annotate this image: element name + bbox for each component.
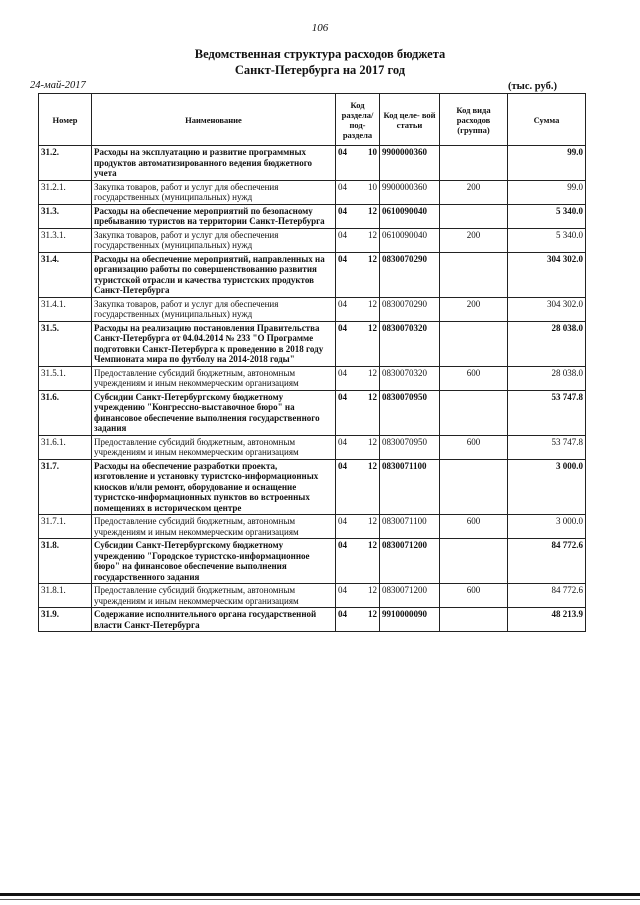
bottom-scan-edge [0, 893, 640, 896]
row-section-code [336, 366, 380, 390]
row-section-code [336, 515, 380, 539]
row-sum: 5 340.0 [508, 204, 586, 228]
row-section-code [336, 180, 380, 204]
table-row [39, 515, 586, 539]
row-sum: 84 772.6 [508, 539, 586, 584]
row-article-code: 0830070290 [380, 297, 440, 321]
row-expense-type: 600 [440, 435, 508, 459]
row-expense-type [440, 252, 508, 297]
row-section: 04 [338, 460, 347, 471]
row-number: 31.5. [39, 321, 92, 366]
row-sum: 84 772.6 [508, 584, 586, 608]
row-article-code: 9900000360 [380, 180, 440, 204]
row-section-code [336, 228, 380, 252]
row-section-code [336, 608, 380, 632]
row-article-code: 0610090040 [380, 204, 440, 228]
row-subsection: 12 [368, 229, 377, 240]
row-sum: 99.0 [508, 180, 586, 204]
row-number: 31.5.1. [39, 366, 92, 390]
row-sum: 304 302.0 [508, 252, 586, 297]
row-name: Субсидии Санкт-Петербургскому бюджетному учреждению "Конгрессно-выставочное бюро" на финансовое обеспечение выполнения государственного задания [92, 390, 336, 435]
table-row [39, 608, 586, 632]
row-name: Расходы на обеспечение мероприятий, направленных на организацию работы по совершенствованию развития туристской отрасли и качества туристских продуктов Санкт-Петербурга [92, 252, 336, 297]
row-section-code [336, 584, 380, 608]
row-article-code: 9900000360 [380, 146, 440, 181]
row-article-code: 0830071200 [380, 584, 440, 608]
row-section-code [336, 252, 380, 297]
row-sum: 28 038.0 [508, 366, 586, 390]
row-section: 04 [338, 253, 347, 264]
row-sum: 3 000.0 [508, 459, 586, 515]
row-expense-type: 600 [440, 515, 508, 539]
row-article-code: 0830071100 [380, 515, 440, 539]
row-name: Закупка товаров, работ и услуг для обеспечения государственных (муниципальных) нужд [92, 180, 336, 204]
row-subsection: 12 [368, 540, 377, 550]
row-number: 31.8. [39, 539, 92, 584]
row-name: Содержание исполнительного органа государственной власти Санкт-Петербурга [92, 608, 336, 632]
row-expense-type [440, 321, 508, 366]
row-name: Предоставление субсидий бюджетным, автономным учреждениям и иным некоммерческим организациям [92, 515, 336, 539]
row-section: 04 [338, 540, 347, 550]
row-subsection: 12 [368, 367, 377, 378]
row-subsection: 12 [368, 436, 377, 447]
row-number: 31.4.1. [39, 297, 92, 321]
row-subsection: 12 [368, 391, 377, 402]
table-row [39, 390, 586, 435]
units-label: (тыс. руб.) [508, 81, 557, 92]
row-sum: 5 340.0 [508, 228, 586, 252]
row-article-code: 0830070320 [380, 366, 440, 390]
header-sum: Сумма [508, 94, 586, 146]
row-article-code: 0830070290 [380, 252, 440, 297]
row-subsection: 12 [368, 516, 377, 526]
row-section-code [336, 459, 380, 515]
row-sum: 99.0 [508, 146, 586, 181]
row-section: 04 [338, 609, 347, 619]
row-sum: 28 038.0 [508, 321, 586, 366]
row-subsection: 10 [368, 147, 377, 157]
row-sum: 3 000.0 [508, 515, 586, 539]
row-subsection: 10 [368, 181, 377, 192]
row-subsection: 12 [368, 253, 377, 264]
row-section: 04 [338, 391, 347, 402]
row-name: Расходы на эксплуатацию и развитие программных продуктов автоматизированного ведения бюджетного учета [92, 146, 336, 181]
header-expense-type-code: Код вида расходов (группа) [440, 94, 508, 146]
row-name: Предоставление субсидий бюджетным, автономным учреждениям и иным некоммерческим организациям [92, 435, 336, 459]
row-number: 31.6. [39, 390, 92, 435]
row-section-code [336, 435, 380, 459]
row-sum: 53 747.8 [508, 390, 586, 435]
row-expense-type: 200 [440, 297, 508, 321]
row-expense-type: 600 [440, 366, 508, 390]
row-expense-type: 600 [440, 584, 508, 608]
row-section: 04 [338, 181, 347, 192]
row-section: 04 [338, 229, 347, 240]
row-sum: 48 213.9 [508, 608, 586, 632]
row-section-code [336, 539, 380, 584]
row-number: 31.9. [39, 608, 92, 632]
row-section-code [336, 390, 380, 435]
table-row [39, 252, 586, 297]
page-number: 106 [311, 22, 329, 34]
table-row [39, 435, 586, 459]
row-article-code: 0830071100 [380, 459, 440, 515]
table-row [39, 180, 586, 204]
row-number: 31.7.1. [39, 515, 92, 539]
row-name: Предоставление субсидий бюджетным, автономным учреждениям и иным некоммерческим организациям [92, 584, 336, 608]
row-section: 04 [338, 298, 347, 309]
row-subsection: 12 [368, 609, 377, 619]
table-row [39, 539, 586, 584]
row-sum: 304 302.0 [508, 297, 586, 321]
row-section: 04 [338, 436, 347, 447]
row-number: 31.2.1. [39, 180, 92, 204]
row-expense-type [440, 204, 508, 228]
row-subsection: 12 [368, 585, 377, 595]
row-expense-type: 200 [440, 180, 508, 204]
row-subsection: 12 [368, 322, 377, 333]
document-title [0, 46, 640, 78]
row-subsection: 12 [368, 205, 377, 216]
header-name: Наименование [92, 94, 336, 146]
bottom-scan-edge-thin [0, 899, 640, 900]
table-row [39, 146, 586, 181]
header-article-code: Код целе- вой статьи [380, 94, 440, 146]
row-article-code: 0830071200 [380, 539, 440, 584]
budget-table [38, 93, 586, 632]
row-section: 04 [338, 585, 347, 595]
row-number: 31.4. [39, 252, 92, 297]
row-section: 04 [338, 367, 347, 378]
row-section-code [336, 204, 380, 228]
table-row [39, 228, 586, 252]
table-row [39, 204, 586, 228]
row-section: 04 [338, 147, 347, 157]
row-section: 04 [338, 205, 347, 216]
table-header-row [39, 94, 586, 146]
row-article-code: 0830070950 [380, 390, 440, 435]
row-article-code: 0610090040 [380, 228, 440, 252]
row-name: Субсидии Санкт-Петербургскому бюджетному учреждению "Городское туристско-информационное бюро" на финансовое обеспечение выполнения государственного задания [92, 539, 336, 584]
row-expense-type [440, 539, 508, 584]
row-number: 31.3. [39, 204, 92, 228]
row-section: 04 [338, 322, 347, 333]
row-number: 31.7. [39, 459, 92, 515]
row-subsection: 12 [368, 460, 377, 471]
table-row [39, 366, 586, 390]
header-section-code: Код раздела/ под- раздела [336, 94, 380, 146]
row-number: 31.8.1. [39, 584, 92, 608]
row-sum: 53 747.8 [508, 435, 586, 459]
row-expense-type [440, 146, 508, 181]
row-number: 31.6.1. [39, 435, 92, 459]
row-name: Закупка товаров, работ и услуг для обеспечения государственных (муниципальных) нужд [92, 297, 336, 321]
row-number: 31.2. [39, 146, 92, 181]
row-name: Предоставление субсидий бюджетным, автономным учреждениям и иным некоммерческим организациям [92, 366, 336, 390]
row-expense-type: 200 [440, 228, 508, 252]
row-article-code: 0830070320 [380, 321, 440, 366]
row-article-code: 0830070950 [380, 435, 440, 459]
row-number: 31.3.1. [39, 228, 92, 252]
table-row [39, 321, 586, 366]
table-row [39, 297, 586, 321]
row-expense-type [440, 390, 508, 435]
row-name: Расходы на обеспечение мероприятий по безопасному пребыванию туристов на территории Санкт-Петербурга [92, 204, 336, 228]
table-row [39, 459, 586, 515]
row-section-code [336, 146, 380, 181]
title-line-1: Ведомственная структура расходов бюджета [194, 47, 446, 61]
document-date: 24-май-2017 [30, 80, 86, 91]
title-line-2: Санкт-Петербурга на 2017 год [234, 63, 406, 77]
table-row [39, 584, 586, 608]
row-name: Закупка товаров, работ и услуг для обеспечения государственных (муниципальных) нужд [92, 228, 336, 252]
row-section-code [336, 297, 380, 321]
header-number: Номер [39, 94, 92, 146]
row-subsection: 12 [368, 298, 377, 309]
row-section-code [336, 321, 380, 366]
row-section: 04 [338, 516, 347, 526]
row-article-code: 9910000090 [380, 608, 440, 632]
row-expense-type [440, 459, 508, 515]
row-name: Расходы на реализацию постановления Правительства Санкт-Петербурга от 04.04.2014 № 233 "О Программе подготовки Санкт-Петербурга к проведению в 2018 году Чемпионата мира по футболу на 2014-2018 годы" [92, 321, 336, 366]
row-expense-type [440, 608, 508, 632]
row-name: Расходы на обеспечение разработки проекта, изготовление и установку туристско-информационных киосков и/или ремонт, оборудование и оснащение туристско-информационных пунктов во встроенных помещениях в историческом центре [92, 459, 336, 515]
